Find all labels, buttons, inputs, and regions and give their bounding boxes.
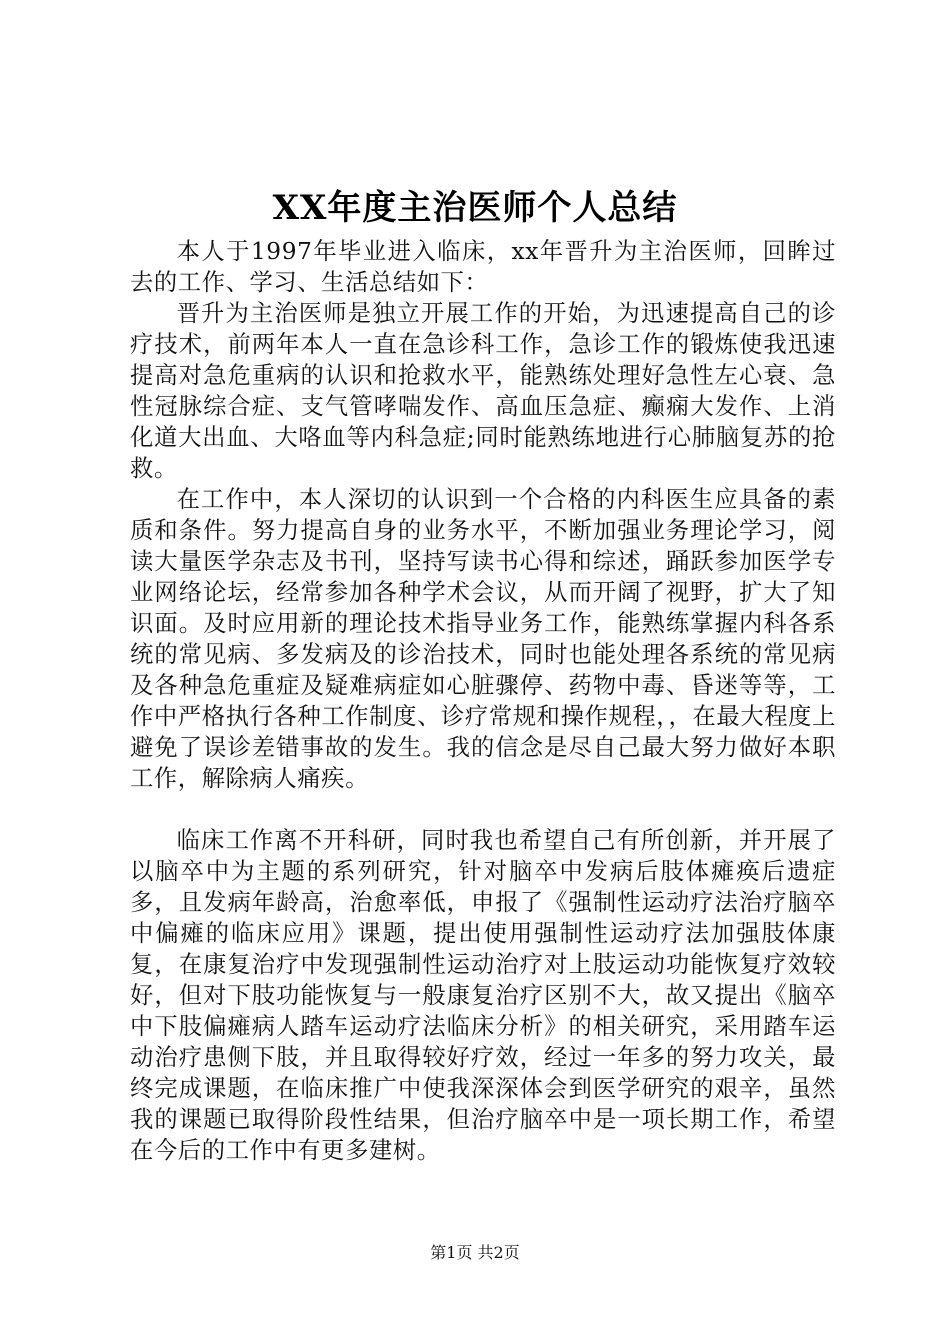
document-title: XX年度主治医师个人总结 — [272, 188, 678, 228]
paragraph-spacer — [130, 794, 836, 825]
document-body — [130, 236, 836, 1166]
paragraph-research: 临床工作离不开科研，同时我也希望自己有所创新，并开展了以脑卒中为主题的系列研究，针对脑卒中发病后肢体瘫痪后遗症多，且发病年龄高，治愈率低，申报了《强制性运动疗法治疗脑卒中偏瘫的临床应用》课题，提出使用强制性运动疗法加强肢体康复，在康复治疗中发现强制性运动治疗对上肢运动功能恢复疗效较好，但对下肢功能恢复与一般康复治疗区别不大，故又提出《脑卒中下肢偏瘫病人踏车运动疗法临床分析》的相关研究，采用踏车运动治疗患侧下肢，并且取得较好疗效，经过一年多的努力攻关，最终完成课题，在临床推广中使我深深体会到医学研究的艰辛，虽然我的课题已取得阶段性结果，但治疗脑卒中是一项长期工作，希望在今后的工作中有更多建树。 — [130, 827, 836, 1164]
paragraph-emergency-work: 晋升为主治医师是独立开展工作的开始，为迅速提高自己的诊疗技术，前两年本人一直在急诊科工作，急诊工作的锻炼使我迅速提高对急危重病的认识和抢救水平，能熟练处理好急性左心衰、急性冠脉综合症、支气管哮喘发作、高血压急症、癫痫大发作、上消化道大出血、大咯血等内科急症;同时能熟练地进行心肺脑复苏的抢救。 — [130, 300, 836, 482]
paragraph-professional-growth: 在工作中，本人深切的认识到一个合格的内科医生应具备的素质和条件。努力提高自身的业务水平，不断加强业务理论学习，阅读大量医学杂志及书刊，坚持写读书心得和综述，踊跃参加医学专业网络论坛，经常参加各种学术会议，从而开阔了视野，扩大了知识面。及时应用新的理论技术指导业务工作，能熟练掌握内科各系统的常见病、多发病及的诊治技术，同时也能处理各系统的常见病及各种急危重症及疑难病症如心脏骤停、药物中毒、昏迷等等，工作中严格执行各种工作制度、诊疗常规和操作规程，，在最大程度上避免了误诊差错事故的发生。我的信念是尽自己最大努力做好本职工作，解除病人痛疾。 — [130, 486, 836, 792]
page-number-footer: 第1页 共2页 — [430, 1243, 520, 1262]
paragraph-intro: 本人于1997年毕业进入临床，xx年晋升为主治医师，回眸过去的工作、学习、生活总结如下： — [130, 238, 836, 296]
